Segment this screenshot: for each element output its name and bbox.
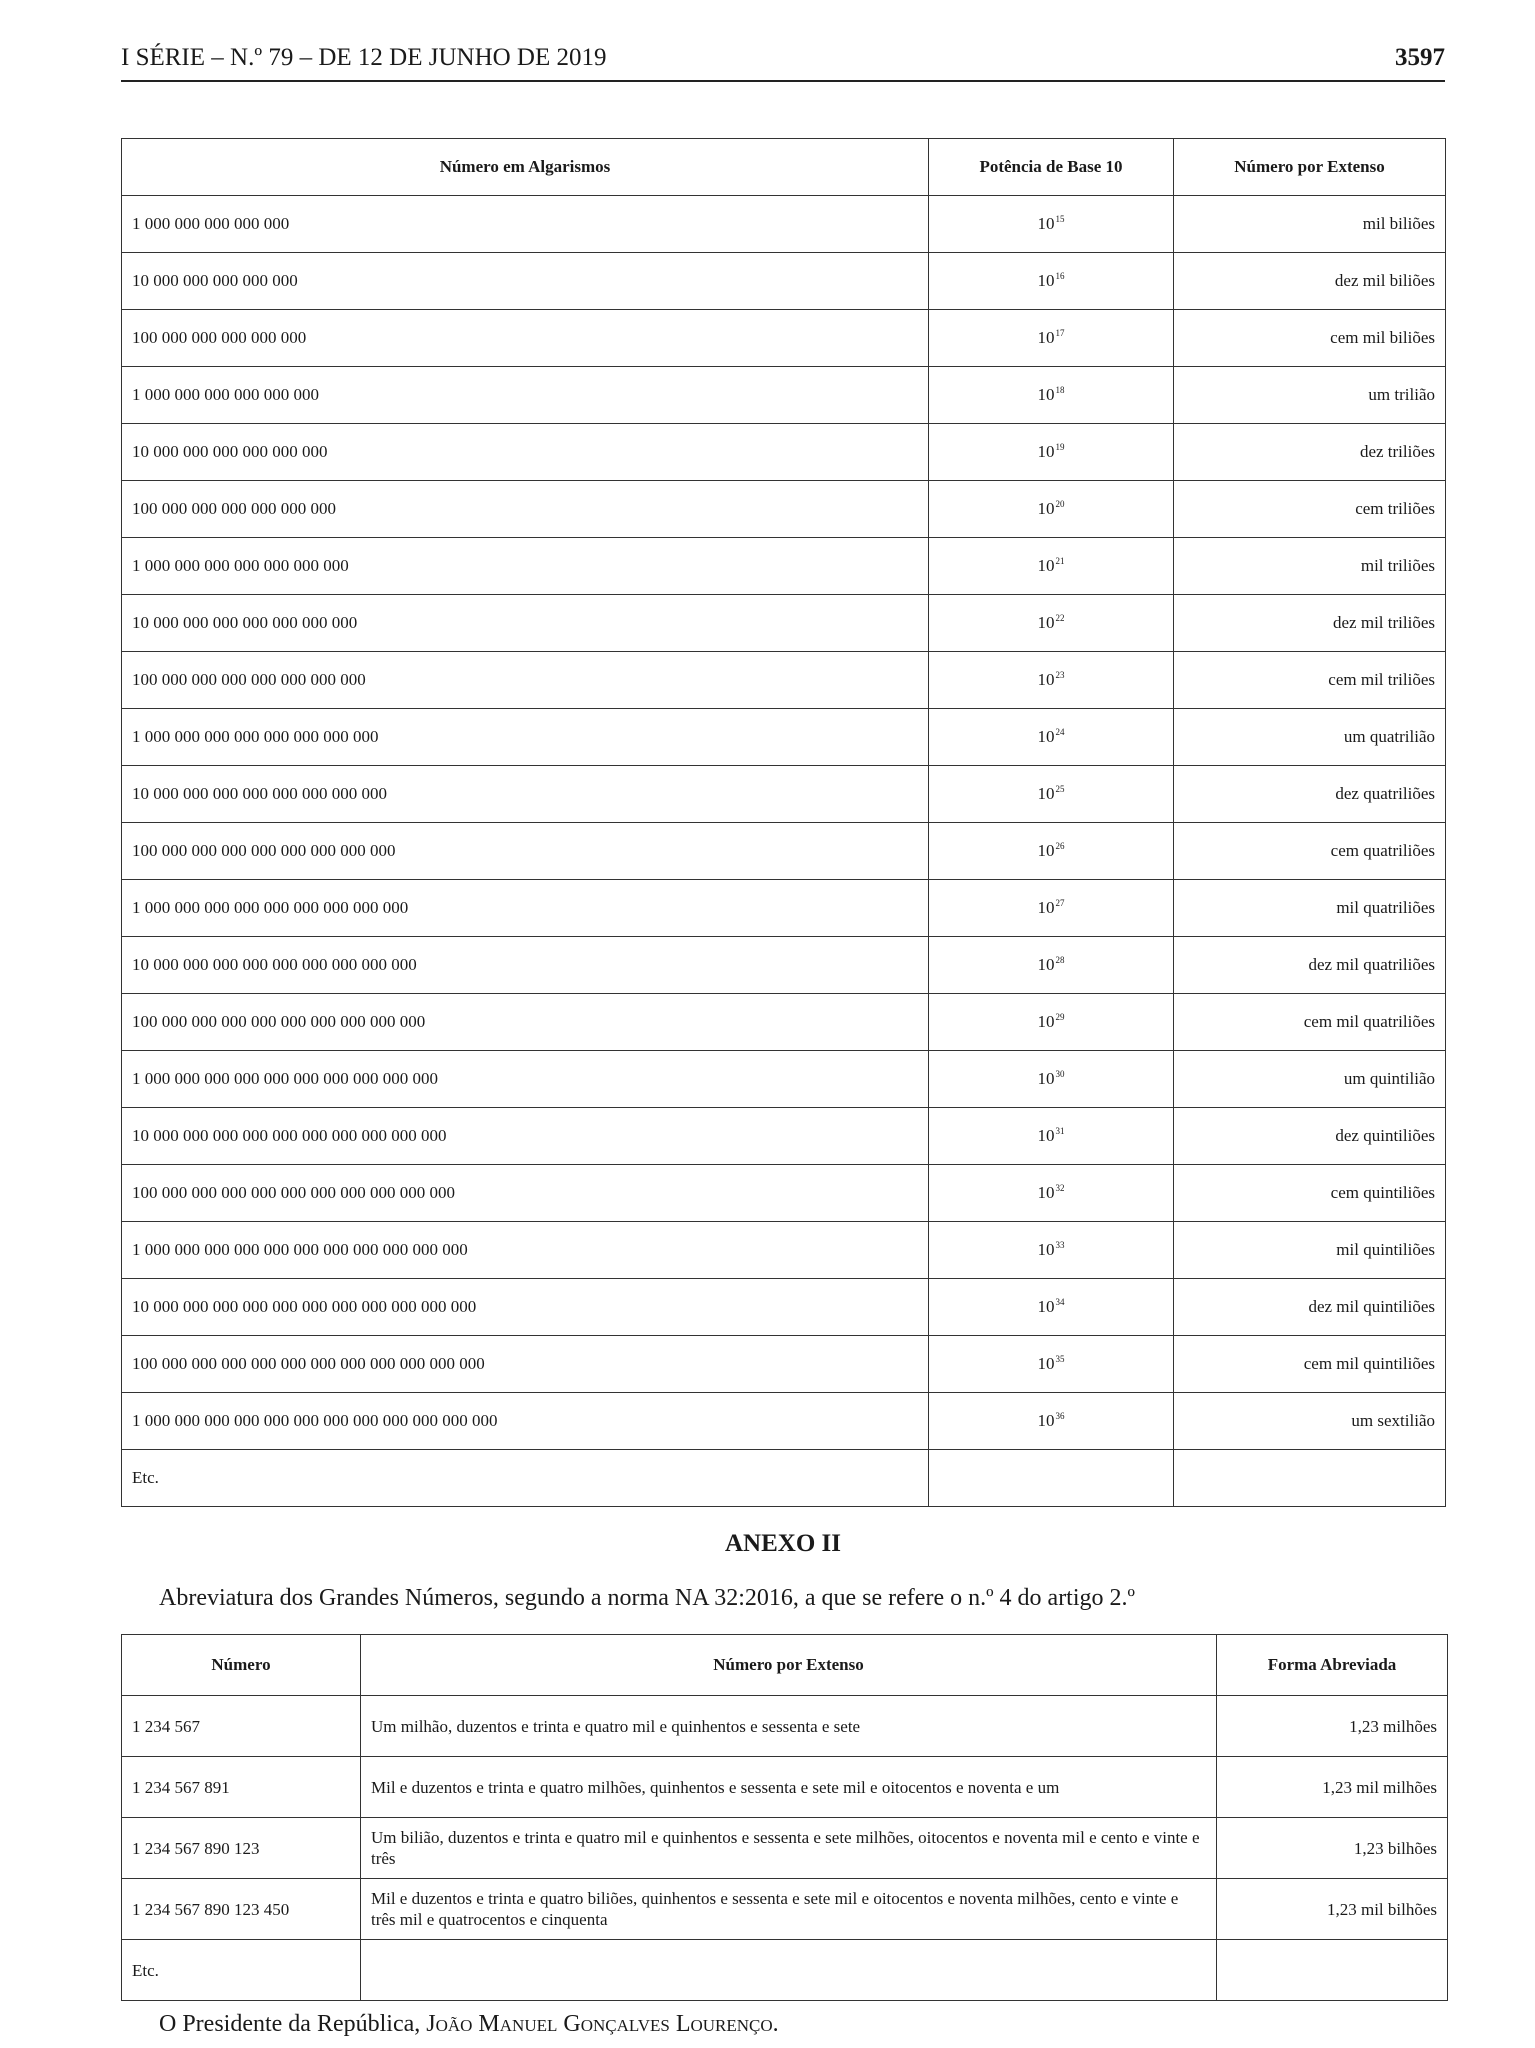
numero-extenso: cem triliões — [1174, 481, 1446, 538]
exponent: 23 — [1055, 670, 1065, 680]
numero: 1 234 567 890 123 — [122, 1818, 361, 1879]
exponent: 30 — [1055, 1069, 1065, 1079]
table-row — [122, 709, 1446, 766]
potencia-base-10 — [929, 652, 1174, 709]
table-row — [122, 1757, 1448, 1818]
numero-extenso: dez mil biliões — [1174, 253, 1446, 310]
base: 10 — [1037, 784, 1055, 803]
table-row — [122, 823, 1446, 880]
base: 10 — [1037, 328, 1055, 347]
numero: 1 234 567 890 123 450 — [122, 1879, 361, 1940]
base: 10 — [1037, 727, 1055, 746]
exponent: 16 — [1055, 271, 1065, 281]
numero-algarismos: 1 000 000 000 000 000 000 000 000 000 000 000 — [122, 1222, 929, 1279]
numero-algarismos: 10 000 000 000 000 000 000 000 000 000 000 — [122, 1108, 929, 1165]
column-header: Número — [122, 1635, 361, 1696]
signature-name: João Manuel Gonçalves Lourenço. — [426, 2011, 779, 2037]
column-header: Potência de Base 10 — [929, 139, 1174, 196]
potencia-base-10 — [929, 880, 1174, 937]
table-row-etc — [122, 1450, 1446, 1507]
table-row — [122, 880, 1446, 937]
empty-cell — [1217, 1940, 1448, 2001]
potencia-base-10 — [929, 367, 1174, 424]
exponent: 22 — [1055, 613, 1065, 623]
numero-algarismos: 100 000 000 000 000 000 000 000 000 000 000 — [122, 1165, 929, 1222]
numero-algarismos: 100 000 000 000 000 000 000 — [122, 481, 929, 538]
numero-algarismos: 1 000 000 000 000 000 000 000 000 000 — [122, 880, 929, 937]
numero-algarismos: 100 000 000 000 000 000 000 000 000 — [122, 823, 929, 880]
column-header: Forma Abreviada — [1217, 1635, 1448, 1696]
numero-extenso: mil biliões — [1174, 196, 1446, 253]
potencia-base-10 — [929, 538, 1174, 595]
exponent: 35 — [1055, 1354, 1065, 1364]
numero-extenso: um quatrilião — [1174, 709, 1446, 766]
potencia-base-10 — [929, 1393, 1174, 1450]
base: 10 — [1037, 1411, 1055, 1430]
base: 10 — [1037, 1126, 1055, 1145]
potencia-base-10 — [929, 253, 1174, 310]
base: 10 — [1037, 499, 1055, 518]
exponent: 20 — [1055, 499, 1065, 509]
forma-abreviada: 1,23 bilhões — [1217, 1818, 1448, 1879]
potencia-base-10 — [929, 595, 1174, 652]
numero-extenso: cem quatriliões — [1174, 823, 1446, 880]
numero-algarismos: 10 000 000 000 000 000 000 000 000 000 — [122, 937, 929, 994]
exponent: 32 — [1055, 1183, 1065, 1193]
empty-cell — [929, 1450, 1174, 1507]
numero-algarismos: 1 000 000 000 000 000 000 000 000 000 000 — [122, 1051, 929, 1108]
base: 10 — [1037, 1297, 1055, 1316]
numero-algarismos: 1 000 000 000 000 000 000 — [122, 367, 929, 424]
table-row — [122, 367, 1446, 424]
page-number: 3597 — [1395, 44, 1445, 71]
numero-algarismos: 100 000 000 000 000 000 000 000 000 000 000 000 — [122, 1336, 929, 1393]
powers-of-ten-table — [121, 138, 1446, 1507]
potencia-base-10 — [929, 937, 1174, 994]
numero-extenso: mil quatriliões — [1174, 880, 1446, 937]
table-row — [122, 1165, 1446, 1222]
table-row — [122, 196, 1446, 253]
table-row — [122, 994, 1446, 1051]
numero-algarismos: 1 000 000 000 000 000 000 000 000 — [122, 709, 929, 766]
table-row — [122, 1818, 1448, 1879]
page-header — [121, 40, 1445, 82]
table-header-row — [122, 1635, 1448, 1696]
numero-algarismos: 1 000 000 000 000 000 000 000 000 000 000 000 000 — [122, 1393, 929, 1450]
base: 10 — [1037, 841, 1055, 860]
etc-cell: Etc. — [122, 1940, 361, 2001]
base: 10 — [1037, 955, 1055, 974]
numero-extenso: mil quintiliões — [1174, 1222, 1446, 1279]
table-row — [122, 1108, 1446, 1165]
potencia-base-10 — [929, 481, 1174, 538]
numero-algarismos: 10 000 000 000 000 000 — [122, 253, 929, 310]
abbreviation-table — [121, 1634, 1448, 2001]
numero-extenso: cem mil quintiliões — [1174, 1336, 1446, 1393]
column-header: Número em Algarismos — [122, 139, 929, 196]
numero-extenso: um trilião — [1174, 367, 1446, 424]
numero-extenso: Um bilião, duzentos e trinta e quatro mil e quinhentos e sessenta e sete milhões, oitocentos e noventa mil e cento e vinte e três — [361, 1818, 1217, 1879]
empty-cell — [361, 1940, 1217, 2001]
numero-extenso: cem mil biliões — [1174, 310, 1446, 367]
exponent: 34 — [1055, 1297, 1065, 1307]
table-row — [122, 424, 1446, 481]
exponent: 29 — [1055, 1012, 1065, 1022]
base: 10 — [1037, 1240, 1055, 1259]
numero-extenso: Um milhão, duzentos e trinta e quatro mil e quinhentos e sessenta e sete — [361, 1696, 1217, 1757]
numero-algarismos: 10 000 000 000 000 000 000 — [122, 424, 929, 481]
table-row — [122, 481, 1446, 538]
base: 10 — [1037, 556, 1055, 575]
numero-algarismos: 10 000 000 000 000 000 000 000 000 — [122, 766, 929, 823]
table-row — [122, 1051, 1446, 1108]
base: 10 — [1037, 1069, 1055, 1088]
numero-extenso: dez quintiliões — [1174, 1108, 1446, 1165]
numero: 1 234 567 891 — [122, 1757, 361, 1818]
forma-abreviada: 1,23 mil bilhões — [1217, 1879, 1448, 1940]
numero-extenso: um quintilião — [1174, 1051, 1446, 1108]
potencia-base-10 — [929, 1336, 1174, 1393]
numero-algarismos: 10 000 000 000 000 000 000 000 000 000 000 000 — [122, 1279, 929, 1336]
numero-extenso: Mil e duzentos e trinta e quatro biliões, quinhentos e sessenta e sete mil e oitocentos e noventa milhões, cento e vinte e três mil e quatrocentos e cinquenta — [361, 1879, 1217, 1940]
potencia-base-10 — [929, 1165, 1174, 1222]
exponent: 19 — [1055, 442, 1065, 452]
forma-abreviada: 1,23 milhões — [1217, 1696, 1448, 1757]
numero-algarismos: 10 000 000 000 000 000 000 000 — [122, 595, 929, 652]
potencia-base-10 — [929, 196, 1174, 253]
base: 10 — [1037, 214, 1055, 233]
table-row — [122, 1279, 1446, 1336]
exponent: 18 — [1055, 385, 1065, 395]
potencia-base-10 — [929, 1108, 1174, 1165]
empty-cell — [1174, 1450, 1446, 1507]
table-row — [122, 253, 1446, 310]
exponent: 28 — [1055, 955, 1065, 965]
numero-extenso: mil triliões — [1174, 538, 1446, 595]
potencia-base-10 — [929, 709, 1174, 766]
forma-abreviada: 1,23 mil milhões — [1217, 1757, 1448, 1818]
base: 10 — [1037, 1183, 1055, 1202]
numero-algarismos: 100 000 000 000 000 000 000 000 000 000 — [122, 994, 929, 1051]
numero: 1 234 567 — [122, 1696, 361, 1757]
numero-algarismos: 100 000 000 000 000 000 000 000 — [122, 652, 929, 709]
table-row — [122, 310, 1446, 367]
exponent: 36 — [1055, 1411, 1065, 1421]
etc-cell: Etc. — [122, 1450, 929, 1507]
base: 10 — [1037, 1354, 1055, 1373]
potencia-base-10 — [929, 310, 1174, 367]
numero-extenso: dez triliões — [1174, 424, 1446, 481]
exponent: 24 — [1055, 727, 1065, 737]
table-row — [122, 1696, 1448, 1757]
numero-algarismos: 100 000 000 000 000 000 — [122, 310, 929, 367]
exponent: 31 — [1055, 1126, 1065, 1136]
column-header: Número por Extenso — [361, 1635, 1217, 1696]
exponent: 27 — [1055, 898, 1065, 908]
numero-extenso: dez mil quatriliões — [1174, 937, 1446, 994]
base: 10 — [1037, 613, 1055, 632]
numero-extenso: dez mil quintiliões — [1174, 1279, 1446, 1336]
annex-title: ANEXO II — [725, 1530, 841, 1557]
annex-description: Abreviatura dos Grandes Números, segundo a norma NA 32:2016, a que se refere o n.º 4 do artigo 2.º — [159, 1585, 1135, 1611]
column-header: Número por Extenso — [1174, 139, 1446, 196]
numero-extenso: dez mil triliões — [1174, 595, 1446, 652]
table-row — [122, 1336, 1446, 1393]
table-row — [122, 1393, 1446, 1450]
table-row — [122, 1222, 1446, 1279]
table-row — [122, 595, 1446, 652]
base: 10 — [1037, 271, 1055, 290]
numero-extenso: cem mil quatriliões — [1174, 994, 1446, 1051]
base: 10 — [1037, 442, 1055, 461]
exponent: 15 — [1055, 214, 1065, 224]
numero-algarismos: 1 000 000 000 000 000 — [122, 196, 929, 253]
numero-extenso: dez quatriliões — [1174, 766, 1446, 823]
exponent: 21 — [1055, 556, 1065, 566]
table-row — [122, 937, 1446, 994]
numero-extenso: cem mil triliões — [1174, 652, 1446, 709]
signature-prefix: O Presidente da República, — [159, 2011, 421, 2037]
potencia-base-10 — [929, 424, 1174, 481]
potencia-base-10 — [929, 766, 1174, 823]
numero-extenso: Mil e duzentos e trinta e quatro milhões, quinhentos e sessenta e sete mil e oitocentos e noventa e um — [361, 1757, 1217, 1818]
table-header-row — [122, 139, 1446, 196]
header-title: I SÉRIE – N.º 79 – DE 12 DE JUNHO DE 2019 — [121, 44, 607, 71]
table-row — [122, 652, 1446, 709]
base: 10 — [1037, 1012, 1055, 1031]
base: 10 — [1037, 385, 1055, 404]
potencia-base-10 — [929, 994, 1174, 1051]
exponent: 25 — [1055, 784, 1065, 794]
table-row — [122, 1879, 1448, 1940]
numero-extenso: um sextilião — [1174, 1393, 1446, 1450]
table-row-etc — [122, 1940, 1448, 2001]
potencia-base-10 — [929, 1051, 1174, 1108]
exponent: 17 — [1055, 328, 1065, 338]
base: 10 — [1037, 898, 1055, 917]
potencia-base-10 — [929, 1222, 1174, 1279]
potencia-base-10 — [929, 823, 1174, 880]
exponent: 33 — [1055, 1240, 1065, 1250]
signature — [159, 2011, 779, 2038]
exponent: 26 — [1055, 841, 1065, 851]
numero-extenso: cem quintiliões — [1174, 1165, 1446, 1222]
numero-algarismos: 1 000 000 000 000 000 000 000 — [122, 538, 929, 595]
potencia-base-10 — [929, 1279, 1174, 1336]
table-row — [122, 766, 1446, 823]
base: 10 — [1037, 670, 1055, 689]
table-row — [122, 538, 1446, 595]
